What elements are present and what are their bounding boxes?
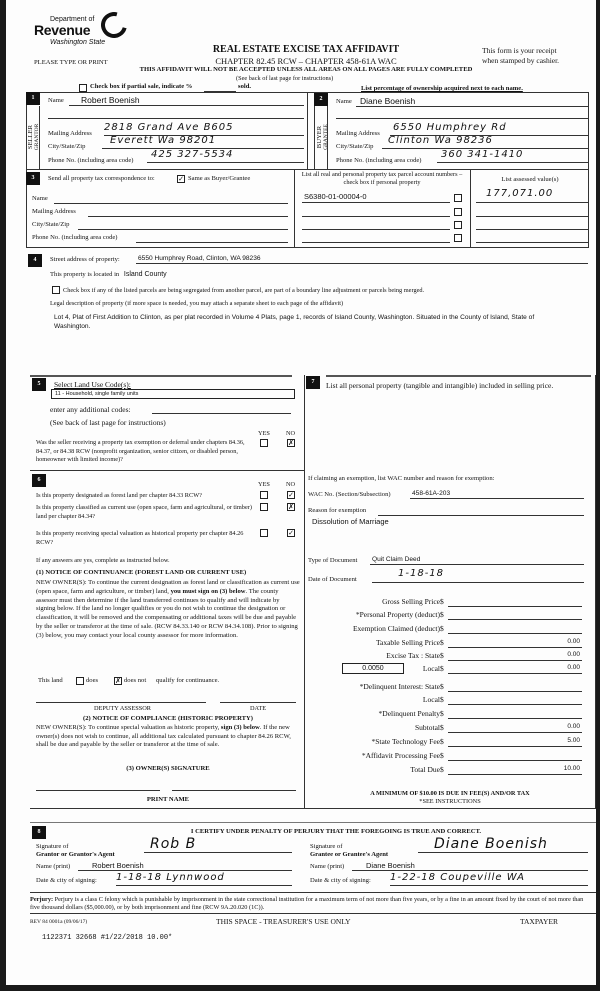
land-does-not-qualify-checkbox[interactable]: ✗	[115, 677, 121, 685]
fee-row-delinquent-interest-state: *Delinquent Interest: State $	[326, 682, 588, 694]
buyer-city-field[interactable]: Clinton Wa 98236	[382, 135, 588, 149]
personal-property-field[interactable]	[322, 405, 590, 465]
section-6-badge: 6	[32, 474, 46, 487]
assessed-value-field-3[interactable]	[476, 229, 588, 230]
parcel-number-field-4[interactable]	[302, 242, 450, 243]
grantee-signature-field[interactable]: Diane Boenish	[418, 836, 588, 853]
seller-mailing-field[interactable]: 2818 Grand Ave B605	[104, 122, 304, 136]
section-2-badge: 2	[314, 93, 328, 106]
excise-tax-state-field[interactable]: 0.00	[448, 651, 582, 661]
delinquent-penalty-field[interactable]	[448, 709, 582, 719]
assessed-value-field-2[interactable]	[476, 216, 588, 217]
corr-phone-field[interactable]	[136, 242, 288, 243]
dor-logo-mark-icon	[96, 7, 132, 43]
buyer-phone-field[interactable]: 360 341-1410	[437, 149, 588, 163]
excise-tax-local-field[interactable]: 0.00	[448, 664, 582, 674]
buyer-name-line2[interactable]	[336, 118, 588, 119]
deputy-assessor-signature-field[interactable]	[36, 702, 206, 703]
grantor-signature-field[interactable]: Rob B	[144, 836, 292, 853]
total-due-field[interactable]: 10.00	[448, 765, 582, 775]
fee-row-taxable-selling-price: Taxable Selling Price $ 0.00	[375, 638, 580, 647]
dor-logo: Department of Revenue Washington State	[28, 10, 138, 50]
notice-compliance-text: NEW OWNER(S): To continue special valuation as historic property, sign (3) below. If the new owner(s) does not wish to continue, all additional tax calculated pursuant to chapter 84.26 RCW, shall be due and payable by the seller or transferor at the time of sale.	[36, 724, 291, 748]
grantor-date-city-field[interactable]: 1-18-18 Lynnwood	[116, 872, 292, 886]
additional-codes-field[interactable]	[152, 413, 291, 414]
delinquent-interest-local-field[interactable]	[448, 695, 582, 705]
fee-row-exemption-claimed: Exemption Claimed (deduct) $	[326, 624, 588, 636]
current-use-yes-checkbox[interactable]	[260, 503, 268, 511]
land-does-qualify-checkbox[interactable]	[76, 677, 84, 685]
seller-phone-field[interactable]: 425 327-5534	[147, 149, 304, 163]
fee-row-gross-selling-price: Gross Selling Price $	[326, 597, 588, 609]
fee-row-delinquent-penalty: *Delinquent Penalty $	[326, 709, 588, 721]
corr-name-field[interactable]	[54, 203, 288, 204]
property-address-field[interactable]: 6550 Humphrey Road, Clinton, WA 98236	[136, 255, 588, 264]
personal-property-checkbox-3[interactable]	[454, 221, 462, 229]
certify-statement: I CERTIFY UNDER PENALTY OF PERJURY THAT THE FOREGOING IS TRUE AND CORRECT.	[190, 828, 482, 835]
fee-row-excise-local: Local $ 0.00	[422, 664, 580, 673]
seller-exemption-no-checkbox[interactable]: ✗	[288, 439, 294, 447]
fee-row-excise-state: Excise Tax : State $ 0.00	[386, 651, 580, 660]
personal-property-checkbox-2[interactable]	[454, 208, 462, 216]
parcel-number-field-3[interactable]	[302, 229, 450, 230]
fee-row-state-technology-fee: *State Technology Fee $ 5.00	[371, 737, 580, 746]
seller-city-field[interactable]: Everett Wa 98201	[102, 135, 304, 149]
document-type-field[interactable]: Quit Claim Deed	[370, 556, 584, 565]
buyer-side-label: BUYER	[316, 125, 323, 149]
subtotal-field[interactable]: 0.00	[448, 723, 582, 733]
delinquent-interest-state-field[interactable]	[448, 682, 582, 692]
buyer-name-field[interactable]: Diane Boenish	[356, 96, 588, 107]
fee-row-delinquent-interest-local: Local $	[326, 695, 588, 707]
grantee-name-field[interactable]: Diane Boenish	[352, 861, 588, 871]
seller-name-field[interactable]: Robert Boenish	[69, 95, 304, 106]
historic-no-checkbox[interactable]: ✓	[288, 529, 294, 537]
personal-property-checkbox-4[interactable]	[454, 234, 462, 242]
segregated-checkbox[interactable]	[52, 286, 60, 294]
seller-side-label: SELLER	[27, 124, 34, 150]
fee-row-affidavit-processing-fee: *Affidavit Processing Fee $	[326, 751, 588, 763]
assessed-value-field-4[interactable]	[476, 242, 588, 243]
perjury-notice: Perjury: Perjury is a class C felony which is punishable by imprisonment in the state correctional institution for a maximum term of not more than five years, or by a fine in an amount fixed by the court of not more than five thousand dollars ($5,000.00), or by both imprisonment and fine (RCW 9A.20.020 (1C)).	[30, 896, 584, 911]
land-use-code-select[interactable]: 11 - Household, single family units	[51, 389, 295, 399]
parcel-number-field-1[interactable]: S6380-01-00004-0	[302, 192, 450, 203]
exemption-reason-field[interactable]: Dissolution of Marriage	[312, 517, 389, 526]
fee-row-personal-property: *Personal Property (deduct) $	[326, 610, 588, 622]
corr-mailing-field[interactable]	[88, 216, 288, 217]
fee-row-subtotal: Subtotal $ 0.00	[414, 723, 580, 732]
section-1-badge: 1	[26, 92, 40, 105]
owner-signature-field[interactable]	[36, 790, 160, 791]
personal-property-checkbox-1[interactable]	[454, 194, 462, 202]
historic-yes-checkbox[interactable]	[260, 529, 268, 537]
state-technology-fee-field[interactable]: 5.00	[448, 737, 582, 747]
forest-land-yes-checkbox[interactable]	[260, 491, 268, 499]
fee-row-total-due: Total Due $ 10.00	[410, 765, 580, 774]
seller-exemption-yes-checkbox[interactable]	[260, 439, 268, 447]
taxable-selling-price-field[interactable]: 0.00	[448, 638, 582, 648]
owner-signature-field-2[interactable]	[172, 790, 296, 791]
affidavit-page: Department of Revenue Washington State PLEASE TYPE OR PRINT REAL ESTATE EXCISE TAX AFFIDAVIT CHAPTER 82.45 RCW – CHAPTER 458-61A WAC THIS AFFIDAVIT WILL NOT BE ACCEPTED UNLESS ALL AREAS ON ALL PAGES ARE FULLY COMPLETED (See back of last page for instructions) This form is your receipt when stamped by cashier. Check box if partial sale, indicate % sold. List percentage of ownership acquired next to each name. 1 SELLER GRANTOR Name Robert Boenish Mailing Address 2818 Grand Ave B605 City/State/Zip Everett Wa 98201 Phone No. (including area code) 425 327-5534 2 BUYER GRANTEE Name Diane Boenish Mailing Address 6550 Humphrey Rd City/State/Zip Clinton Wa 98236 Phone No. (including area code) 360 341-1410 3 Send all property tax correspondence to: ✓ Same as Buyer/Grantee Name Mailing Address City/State/Zip Phone No. (including area code) List all real and personal property tax parcel account numbers – check box if personal property List assessed value(s) S6380-01-00004-0 177,071.00 4 Street address of property: 6550 Humphrey Road, Clinton, WA 98236 This property is located in Island County Check box if any of the listed parcels are being segregated from another parcel, are part of a boundary line adjustment or parcels being merged. Legal description of property (if more space is needed, you may attach a separate sheet to each page of the affidavit) Lot 4, Plat of First Addition to Clinton, as per plat recorded in Volume 4 Plats, page 1, records of Island County, Washington. Situated in the County of Island, State of Washington. 5 Select Land Use Code(s): 11 - Household, single family units enter any additional codes: (See back of last page for instructions) YES NO Was the seller receiving a property tax exemption or deferral under chapters 84.36, 84.37, or 84.38 RCW (nonprofit organization, senior citizen, or disabled person, homeowner with limited income)? ✗ 7 List all personal property (tangible and intangible) included in selling price. 6 YES NO Is this property designated as forest land per chapter 84.33 RCW? ✓ Is this property classified as current use (open space, farm and agricultural, or timber) land per chapter 84.34? ✗ Is this property receiving special valuation as historical property per chapter 84.26 RCW? ✓ If any answers are yes, complete as instructed below. (1) NOTICE OF CONTINUANCE (FOREST LAND OR CURRENT USE) NEW OWNER(S): To continue the current designation as forest land or classification as current use (open space, farm and agriculture, or timber) land, you must sign on (3) below. The county assessor must then determine if the land transferred continues to qualify and will indicate by signing below. If the land no longer qualifies or you do not wish to continue the designation or classification, it will be removed and the compensating or additional taxes will be due and payable by the seller or transferor at the time of sale. (RCW 84.33.140 or RCW 84.34.108). Prior to signing (3) below, you may contact your local county assessor for more information. This land does ✗ does not qualify for continuance. DEPUTY ASSESSOR DATE (2) NOTICE OF COMPLIANCE (HISTORIC PROPERTY) NEW OWNER(S): To continue special valuation as historic property, sign (3) below. If the new owner(s) does not wish to continue, all additional tax calculated pursuant to chapter 84.26 RCW, shall be due and payable by the seller or transferor at the time of sale. (3) OWNER(S) SIGNATURE PRINT NAME If claiming an exemption, list WAC number and reason for exemption: WAC No. (Section/Subsection) 458-61A-203 Reason for exemption Dissolution of Marriage Type of Document Quit Claim Deed Date of Document 1-18-18 Gross Selling Price $ *Personal Property (deduct) $ Exemption Claimed (deduct) $ Taxable Selling Price $ 0.00 Excise Tax : State $ 0.00 0.0050 Local $ 0.00 *Delinquent Interest: State $ Local $ *Delinquent Penalty $ Subtotal $ 0.00 *State Technology Fee $ 5.00 *Affidavit Processing Fee $ Total Due $ 10.00 A MINIMUM OF $10.00 IS DUE IN FEE(S) AND/OR TAX *SEE INSTRUCTIONS 8 I CERTIFY UNDER PENALTY OF PERJURY THAT THE FOREGOING IS TRUE AND CORRECT. Signature of Grantor or Grantor's Agent Rob B Name (print) Robert Boenish Date & city of signing: 1-18-18 Lynnwood Signature of Grantee or Grantee's Agent Diane Boenish Name (print) Diane Boenish Date & city of signing: 1-22-18 Coupeville WA Perjury: Perjury is a class C felony which is punishable by imprisonment in the state correctional institution for a maximum term of not more than five years, or by a fine in an amount fixed by the court of not more than five thousand dollars ($5,000.00), or by both imprisonment and fine (RCW 9A.20.020 (1C)). REV 84 0001a (09/06/17) THIS SPACE - TREASURER'S USE ONLY TAXPAYER 1122371 32668 #1/22/2018 10.00*	[6, 0, 596, 985]
section-5-badge: 5	[32, 378, 46, 391]
forest-land-no-checkbox[interactable]: ✓	[288, 491, 294, 499]
corr-city-field[interactable]	[78, 229, 288, 230]
section-3-badge: 3	[26, 172, 40, 185]
notice-continuance-text: NEW OWNER(S): To continue the current designation as forest land or classification as current use (open space, farm and agriculture, or timber) land, you must sign on (3) below. The county assessor must then determine if the land transferred continues to qualify and will indicate by signing below. If the land no longer qualifies or you do not wish to continue the designation or classification, it will be removed and the compensating or additional taxes will be due and payable by the seller or transferor at the time of sale. (RCW 84.33.140 or RCW 84.34.108). Prior to signing (3) below, you may contact your local county assessor for more information.	[36, 579, 300, 639]
same-as-buyer-checkbox[interactable]: ✓	[178, 175, 184, 183]
document-date-field[interactable]: 1-18-18	[372, 568, 584, 583]
parcel-number-field-2[interactable]	[302, 216, 450, 217]
deputy-assessor-date-field[interactable]	[220, 702, 296, 703]
legal-description-field[interactable]: Lot 4, Plat of First Addition to Clinton, as per plat recorded in Volume 4 Plats, page 1, records of Island County, Washington. Situated in the County of Island, State of Washington.	[54, 314, 535, 330]
section-8-badge: 8	[32, 826, 46, 839]
gross-selling-price-field[interactable]	[448, 597, 582, 607]
assessed-value-field-1[interactable]: 177,071.00	[476, 188, 588, 203]
exemption-claimed-field[interactable]	[448, 624, 582, 634]
local-rate-field[interactable]: 0.0050	[342, 663, 404, 674]
grantee-date-city-field[interactable]: 1-22-18 Coupeville WA	[390, 872, 588, 886]
county-value: Island County	[123, 271, 167, 278]
treasurer-stamp: 1122371 32668 #1/22/2018 10.00*	[42, 934, 173, 942]
section-4-badge: 4	[28, 254, 42, 267]
seller-name-line2[interactable]	[48, 118, 304, 119]
grantor-name-field[interactable]: Robert Boenish	[78, 861, 292, 871]
buyer-mailing-field[interactable]: 6550 Humphrey Rd	[390, 122, 588, 136]
partial-sale-checkbox[interactable]	[79, 84, 87, 92]
personal-property-deduct-field[interactable]	[448, 610, 582, 620]
section-7-badge: 7	[306, 376, 320, 389]
form-title: REAL ESTATE EXCISE TAX AFFIDAVIT	[212, 44, 400, 55]
affidavit-processing-fee-field[interactable]	[448, 751, 582, 761]
wac-number-field[interactable]: 458-61A-203	[410, 490, 584, 499]
current-use-no-checkbox[interactable]: ✗	[288, 503, 294, 511]
